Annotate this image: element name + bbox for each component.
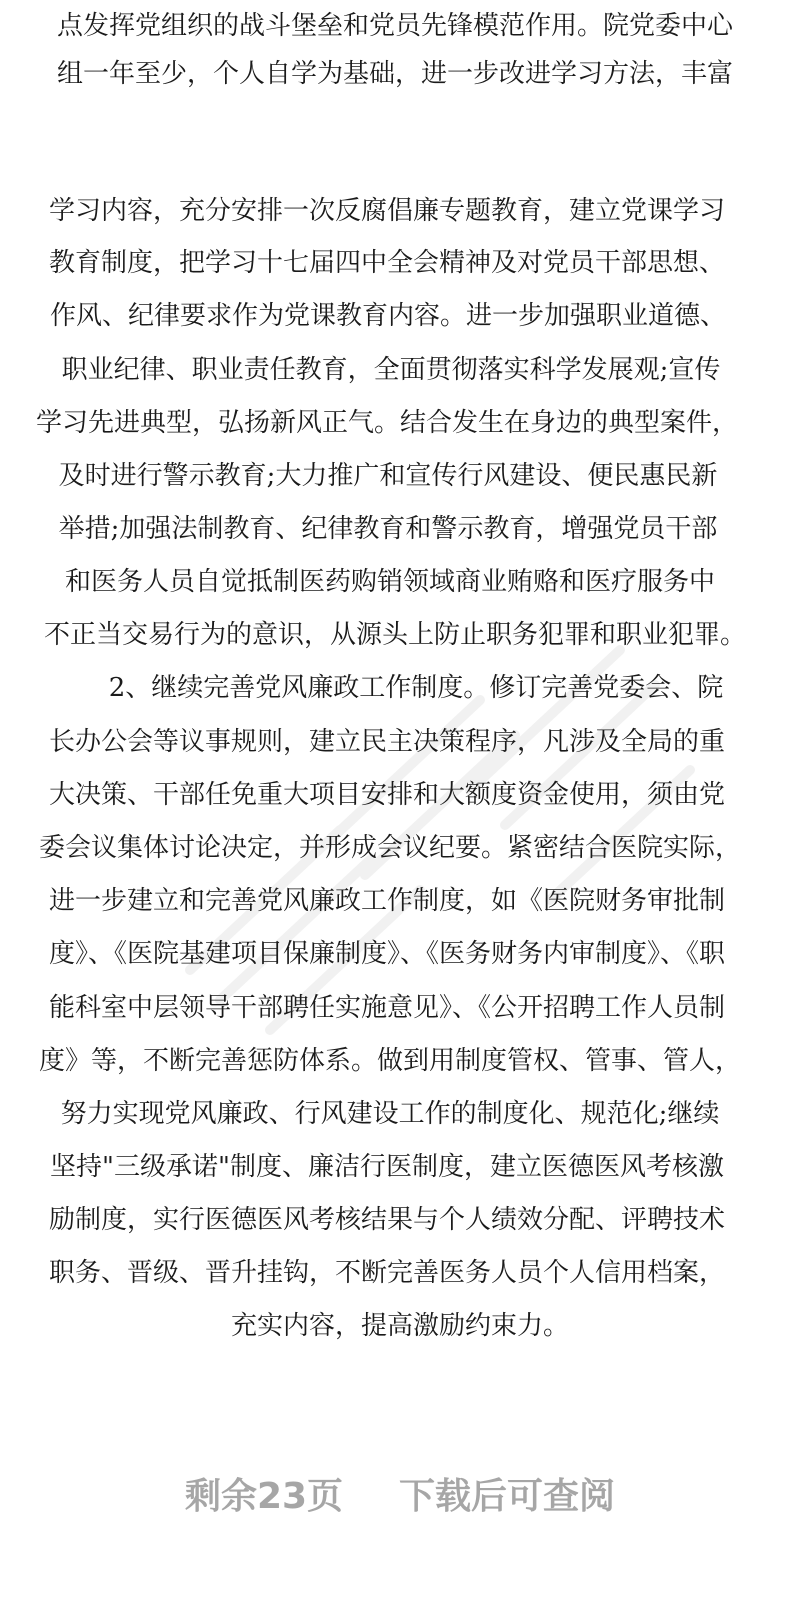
text-line-13: 长办公会等议事规则，建立民主决策程序，凡涉及全局的重	[48, 727, 725, 757]
text-line-17: 度》、《医院基建项目保廉制度》、《医务财务内审制度》、《职	[48, 939, 725, 969]
text-line-6: 职业纪律、职业责任教育，全面贯彻落实科学发展观;宣传	[61, 355, 721, 385]
text-line-11: 不正当交易行为的意识，从源头上防止职务犯罪和职业犯罪。	[43, 620, 746, 650]
text-line-4: 教育制度，把学习十七届四中全会精神及对党员干部思想、	[48, 248, 725, 278]
text-line-14: 大决策、干部任免重大项目安排和大额度资金使用，须由党	[48, 780, 725, 810]
text-line-23: 职务、晋级、晋升挂钩，不断完善医务人员个人信用档案，	[48, 1258, 725, 1288]
text-line-19: 度》等，不断完善惩防体系。做到用制度管权、管事、管人，	[38, 1046, 741, 1076]
text-line-18: 能科室中层领导干部聘任实施意见》、《公开招聘工作人员制	[48, 993, 725, 1023]
text-line-20: 努力实现党风廉政、行风建设工作的制度化、规范化;继续	[60, 1099, 720, 1129]
text-line-15: 委会议集体讨论决定，并形成会议纪要。紧密结合医院实际，	[38, 833, 741, 863]
text-line-3: 学习内容，充分安排一次反腐倡廉专题教育，建立党课学习	[48, 196, 725, 226]
text-line-22: 励制度，实行医德医风考核结果与个人绩效分配、评聘技术	[48, 1205, 725, 1235]
text-line-21: 坚持"三级承诺"制度、廉洁行医制度，建立医德医风考核激	[50, 1152, 724, 1182]
text-line-1: 点发挥党组织的战斗堡垒和党员先锋模范作用。院党委中心	[56, 11, 733, 41]
download-to-view-label: 下载后可查阅	[399, 1476, 616, 1517]
text-line-7: 学习先进典型，弘扬新风正气。结合发生在身边的典型案件，	[35, 408, 738, 438]
remaining-pages-label: 剩余23页	[184, 1476, 344, 1517]
text-line-16: 进一步建立和完善党风廉政工作制度，如《医院财务审批制	[48, 886, 725, 916]
text-line-9: 举措;加强法制教育、纪律教育和警示教育，增强党员干部	[58, 514, 718, 544]
download-prompt-banner[interactable]	[0, 1472, 800, 1522]
text-line-12: 2、继续完善党风廉政工作制度。修订完善党委会、院	[108, 673, 724, 703]
text-line-8: 及时进行警示教育;大力推广和宣传行风建设、便民惠民新	[58, 461, 718, 491]
text-line-5: 作风、纪律要求作为党课教育内容。进一步加强职业道德、	[49, 301, 726, 331]
text-line-10: 和医务人员自觉抵制医药购销领域商业贿赂和医疗服务中	[64, 567, 715, 597]
text-line-2: 组一年至少，个人自学为基础，进一步改进学习方法，丰富	[56, 59, 733, 89]
text-line-24: 充实内容，提高激励约束力。	[230, 1311, 569, 1341]
